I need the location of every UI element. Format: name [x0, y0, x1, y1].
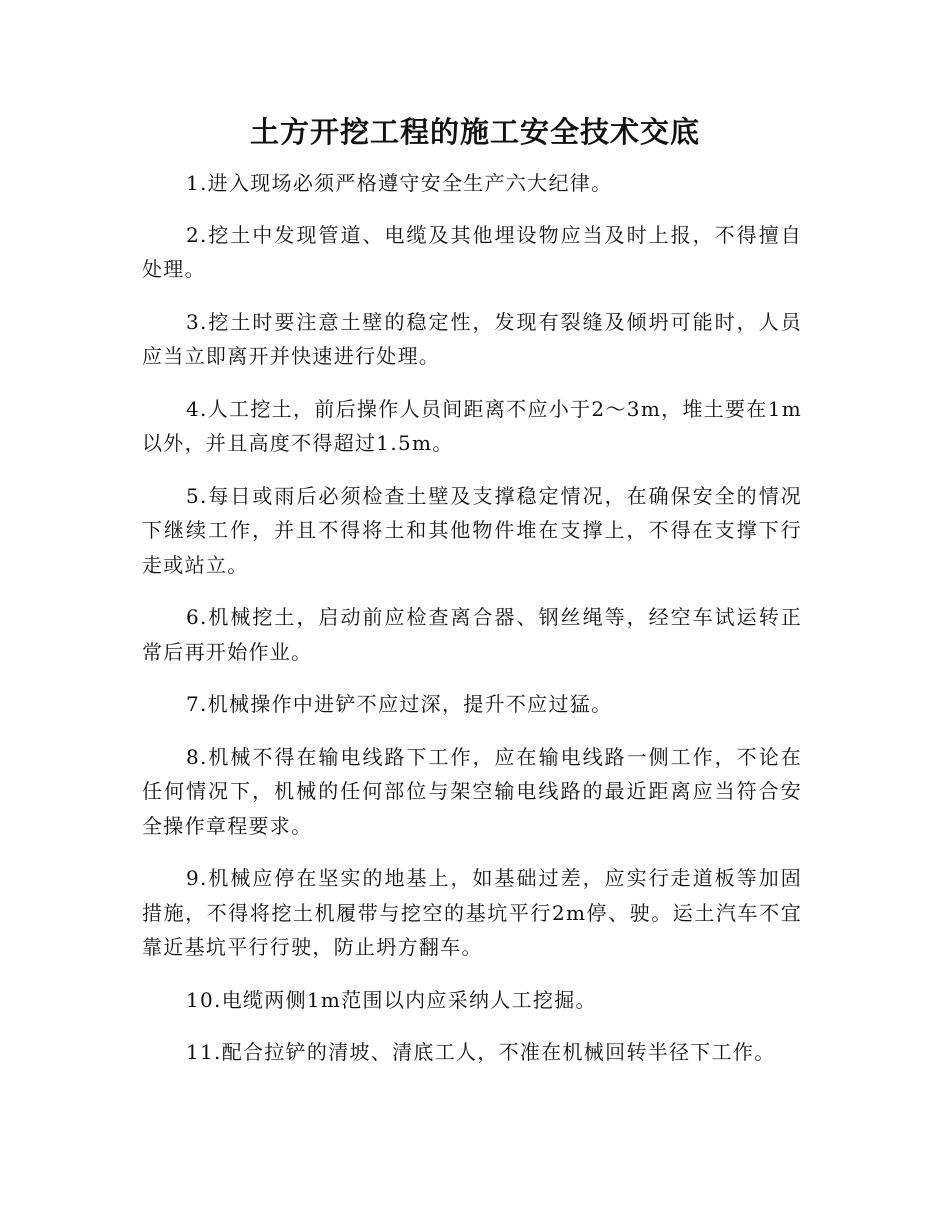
paragraph-6: 6.机械挖土，启动前应检查离合器、钢丝绳等，经空车试运转正常后再开始作业。: [142, 605, 802, 664]
paragraph-11: 11.配合拉铲的清坡、清底工人，不准在机械回转半径下工作。: [186, 1040, 776, 1064]
paragraph-5: 5.每日或雨后必须检查土壁及支撑稳定情况，在确保安全的情况下继续工作，并且不得将土和其他物件堆在支撑上，不得在支撑下行走或站立。: [142, 483, 802, 577]
paragraph-4: 4.人工挖土，前后操作人员间距离不应小于2～3m，堆土要在1m以外，并且高度不得超过1.5m。: [142, 396, 802, 455]
document-body: [142, 166, 802, 1070]
paragraph-9: 9.机械应停在坚实的地基上，如基础过差，应实行走道板等加固措施，不得将挖土机履带与挖空的基坑平行2m停、驶。运土汽车不宜靠近基坑平行行驶，防止坍方翻车。: [142, 866, 802, 959]
document-title: 土方开挖工程的施工安全技术交底: [249, 115, 700, 149]
paragraph-10: 10.电缆两侧1m范围以内应采纳人工挖掘。: [186, 987, 597, 1012]
paragraph-2: 2.挖土中发现管道、电缆及其他埋设物应当及时上报，不得擅自处理。: [142, 222, 802, 281]
paragraph-7: 7.机械操作中进铲不应过深，提升不应过猛。: [186, 692, 613, 716]
paragraph-3: 3.挖土时要注意土壁的稳定性，发现有裂缝及倾坍可能时，人员应当立即离开并快速进行处理。: [142, 309, 802, 368]
paragraph-8: 8.机械不得在输电线路下工作，应在输电线路一侧工作，不论在任何情况下，机械的任何部位与架空输电线路的最近距离应当符合安全操作章程要求。: [142, 744, 802, 838]
paragraph-1: 1.进入现场必须严格遵守安全生产六大纪律。: [186, 171, 613, 195]
